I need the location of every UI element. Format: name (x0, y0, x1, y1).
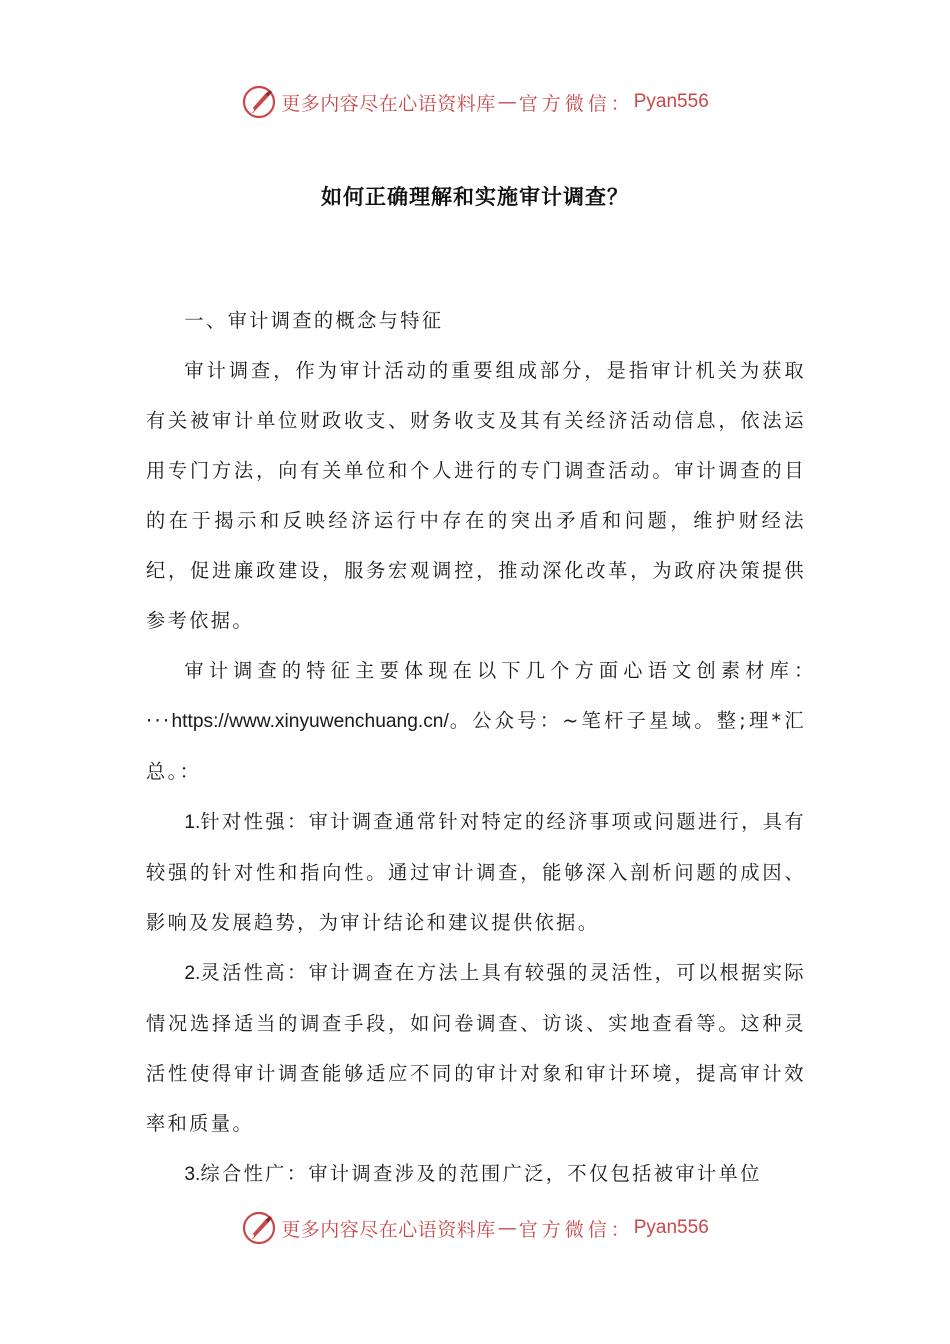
list-item-text: 针对性强：审计调查通常针对特定的经济事项或问题进行，具有较强的针对性和指向性。通过审计调查，能够深入剖析问题的成因、影响及发展趋势，为审计结论和建议提供依据。 (146, 810, 806, 934)
watermark-text: 更多内容尽在心语资料库 (281, 1218, 496, 1241)
source-url-link[interactable]: https://www.xinyuwenchuang.cn/ (171, 711, 449, 732)
pen-logo-icon (241, 84, 277, 120)
list-item-2 (146, 948, 806, 1149)
list-item-number: 1. (184, 812, 201, 833)
paragraph-definition: 审计调查，作为审计活动的重要组成部分，是指审计机关为获取有关被审计单位财政收支、财务收支及其有关经济活动信息，依法运用专门方法，向有关单位和个人进行的专门调查活动。审计调查的目的在于揭示和反映经济运行中存在的突出矛盾和问题，维护财经法纪，促进廉政建设，服务宏观调控，推动深化改革，为政府决策提供参考依据。 (146, 359, 806, 632)
watermark-text: 更多内容尽在心语资料库 (281, 92, 496, 115)
watermark-dash: — (497, 1217, 517, 1239)
document-title: 如何正确理解和实施审计调查？ (321, 185, 629, 209)
list-item-number: 2. (184, 963, 201, 984)
watermark-banner-bottom (0, 1206, 950, 1250)
pen-logo-icon (241, 1210, 277, 1246)
list-item-number: 3. (184, 1164, 201, 1185)
list-item-3 (146, 1149, 806, 1200)
list-item-1 (146, 797, 806, 948)
list-item-text: 灵活性高：审计调查在方法上具有较强的灵活性，可以根据实际情况选择适当的调查手段，如问卷调查、访谈、实地查看等。这种灵活性使得审计调查能够适应不同的审计对象和审计环境，提高审计效率和质量。 (146, 961, 806, 1135)
watermark-wechat-id: Pyan556 (633, 91, 709, 112)
watermark-wechat-label: 官方微信： (518, 1218, 634, 1241)
list-item-text: 综合性广：审计调查涉及的范围广泛，不仅包括被审计单位 (200, 1162, 762, 1185)
watermark-wechat-label: 官方微信： (518, 92, 634, 115)
watermark-banner-top (0, 80, 950, 124)
section-heading: 一、审计调查的概念与特征 (184, 309, 444, 332)
document-body (146, 296, 806, 1200)
features-intro-tail: 。公众号：~笔杆子星域。整;理*汇总。： (146, 709, 806, 783)
watermark-wechat-id: Pyan556 (633, 1217, 709, 1238)
features-intro-text: 审计调查的特征主要体现在以下几个方面心语文创素材库：··· (146, 659, 806, 732)
watermark-dash: — (497, 91, 517, 113)
paragraph-features-intro (146, 646, 806, 797)
